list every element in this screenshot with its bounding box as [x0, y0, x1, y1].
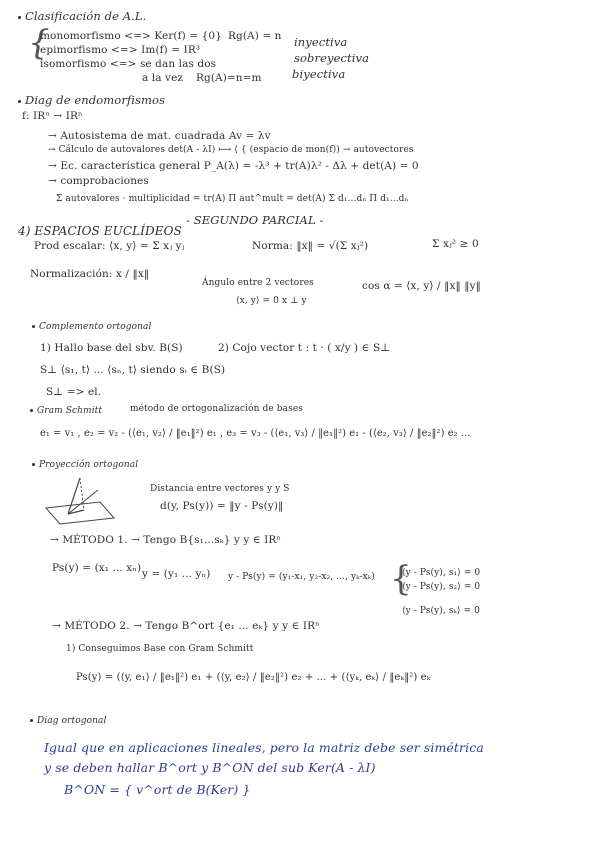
section-title-complemento: Complemento ortogonal: [32, 322, 151, 333]
norma: Norma: ‖x‖ = √(Σ xⱼ²): [252, 240, 369, 252]
segundo-parcial-separator: - SEGUNDO PARCIAL -: [186, 213, 324, 227]
rg-line-1: Rg(A) = n: [228, 30, 282, 42]
distancia-label: Distancia entre vectores y y S: [150, 484, 290, 494]
diag-line-2: → Cálculo de autovalores det(A - λI) ⟼ ⟨ { (espacio de mon(f)) → autovectores: [48, 145, 414, 155]
norma-positiva: Σ xⱼ² ≥ 0: [432, 238, 479, 250]
mono-line: monomorfismo <=> Ker(f) = {0}: [40, 30, 222, 42]
angulo-label: Ángulo entre 2 vectores: [202, 278, 314, 288]
map-line: f: IRⁿ → IRⁿ: [22, 110, 83, 122]
tag-inyectiva: inyectiva: [294, 35, 348, 49]
rg-line-2: Rg(A)=n=m: [196, 72, 262, 84]
orto-line-3: B^ON = { v^ort de B(Ker) }: [64, 782, 251, 797]
iso-line: isomorfismo <=> se dan las dos: [40, 58, 217, 70]
left-brace: {: [28, 23, 50, 63]
system-eq-2: ⟨y - Ps(y), s₂⟩ = 0: [402, 582, 481, 592]
section-title-euclideos: 4) ESPACIOS EUCLÍDEOS: [18, 224, 182, 238]
normalizacion: Normalización: x / ‖x‖: [30, 268, 150, 280]
diag-line-5: Σ autovalores · multiplicidad = tr(A) Π aut^mult = det(A) Σ d₁...dₙ Π d₁...dₙ: [56, 194, 409, 204]
diag-line-3: → Ec. característica general P_A(λ) = -λ³ + tr(A)λ² - Δλ + det(A) = 0: [48, 160, 419, 172]
section-title-clasificacion: Clasificación de A.L.: [18, 10, 146, 24]
gram-formula: e₁ = v₁ , e₂ = v₂ - (⟨e₁, v₂⟩ / ‖e₁‖²) e₁ , e₃ = v₃ - (⟨e₁, v₃⟩ / ‖e₁‖²) e₁ - (⟨e₂, v₃⟩ / ‖e₂‖²) e₂ ...: [40, 428, 471, 439]
projection-sketch: [40, 472, 120, 526]
metodo-2-formula: Ps(y) = (⟨y, e₁⟩ / ‖e₁‖²) e₁ + (⟨y, e₂⟩ / ‖e₂‖²) e₂ + ... + (⟨yₖ, eₖ⟩ / ‖eₖ‖²) eₖ: [76, 672, 431, 683]
y-vector: y = (y₁ ... yₙ): [142, 568, 211, 580]
prod-escalar: Prod escalar: ⟨x, y⟩ = Σ xⱼ yⱼ: [34, 240, 185, 252]
metodo-1: → MÉTODO 1. → Tengo B{s₁...sₖ} y y ∈ IRⁿ: [50, 534, 282, 546]
orto-line-2: y se deben hallar B^ort y B^ON del sub Ker(A - λI): [44, 760, 376, 775]
perp-line: ⟨x, y⟩ = 0 x ⊥ y: [236, 296, 307, 306]
section-title-diag: Diag de endomorfismos: [18, 94, 165, 108]
comp-step-2: 2) Cojo vector t : t · ( x/y ) ∈ S⊥: [218, 342, 391, 354]
system-eq-1: ⟨y - Ps(y), s₁⟩ = 0: [402, 568, 481, 578]
gram-note: método de ortogonalización de bases: [130, 404, 303, 414]
epi-line: epimorfismo <=> Im(f) = IR³: [40, 44, 201, 56]
tag-biyectiva: biyectiva: [292, 67, 346, 81]
system-brace: {: [390, 559, 412, 599]
comp-step-1: 1) Hallo base del sbv. B(S): [40, 342, 183, 354]
distancia-formula: d(y, Ps(y)) = ‖y - Ps(y)‖: [160, 500, 284, 512]
diff-vector: y - Ps(y) = (y₁-x₁, y₂-x₂, ..., yₖ-xₖ): [228, 572, 375, 582]
ps-vector: Ps(y) = (x₁ ... xₙ): [52, 562, 142, 574]
metodo-2-step: 1) Conseguimos Base con Gram Schmitt: [66, 644, 254, 654]
orto-line-1: Igual que en aplicaciones lineales, pero la matriz debe ser simétrica: [44, 740, 484, 755]
section-title-gram: Gram Schmitt: [30, 406, 102, 417]
comp-step-3: S⊥ ⟨s₁, t⟩ ... ⟨sₙ, t⟩ siendo sᵢ ∈ B(S): [40, 364, 226, 376]
section-title-proyeccion: Proyección ortogonal: [32, 460, 138, 471]
section-title-diag-ortogonal: Diag ortogonal: [30, 716, 106, 727]
tag-sobreyectiva: sobreyectiva: [294, 51, 370, 65]
system-eq-3: ⟨y - Ps(y), sₖ⟩ = 0: [402, 606, 480, 616]
cos-formula: cos α = ⟨x, y⟩ / ‖x‖ ‖y‖: [362, 280, 482, 292]
metodo-2: → MÉTODO 2. → Tengo B^ort {e₁ ... eₖ} y y ∈ IRⁿ: [52, 620, 320, 632]
comp-step-4: S⊥ => el.: [46, 386, 102, 398]
diag-line-1: → Autosistema de mat. cuadrada Av = λv: [48, 130, 271, 142]
diag-line-4: → comprobaciones: [48, 175, 149, 187]
iso-line-2: a la vez: [142, 72, 184, 84]
